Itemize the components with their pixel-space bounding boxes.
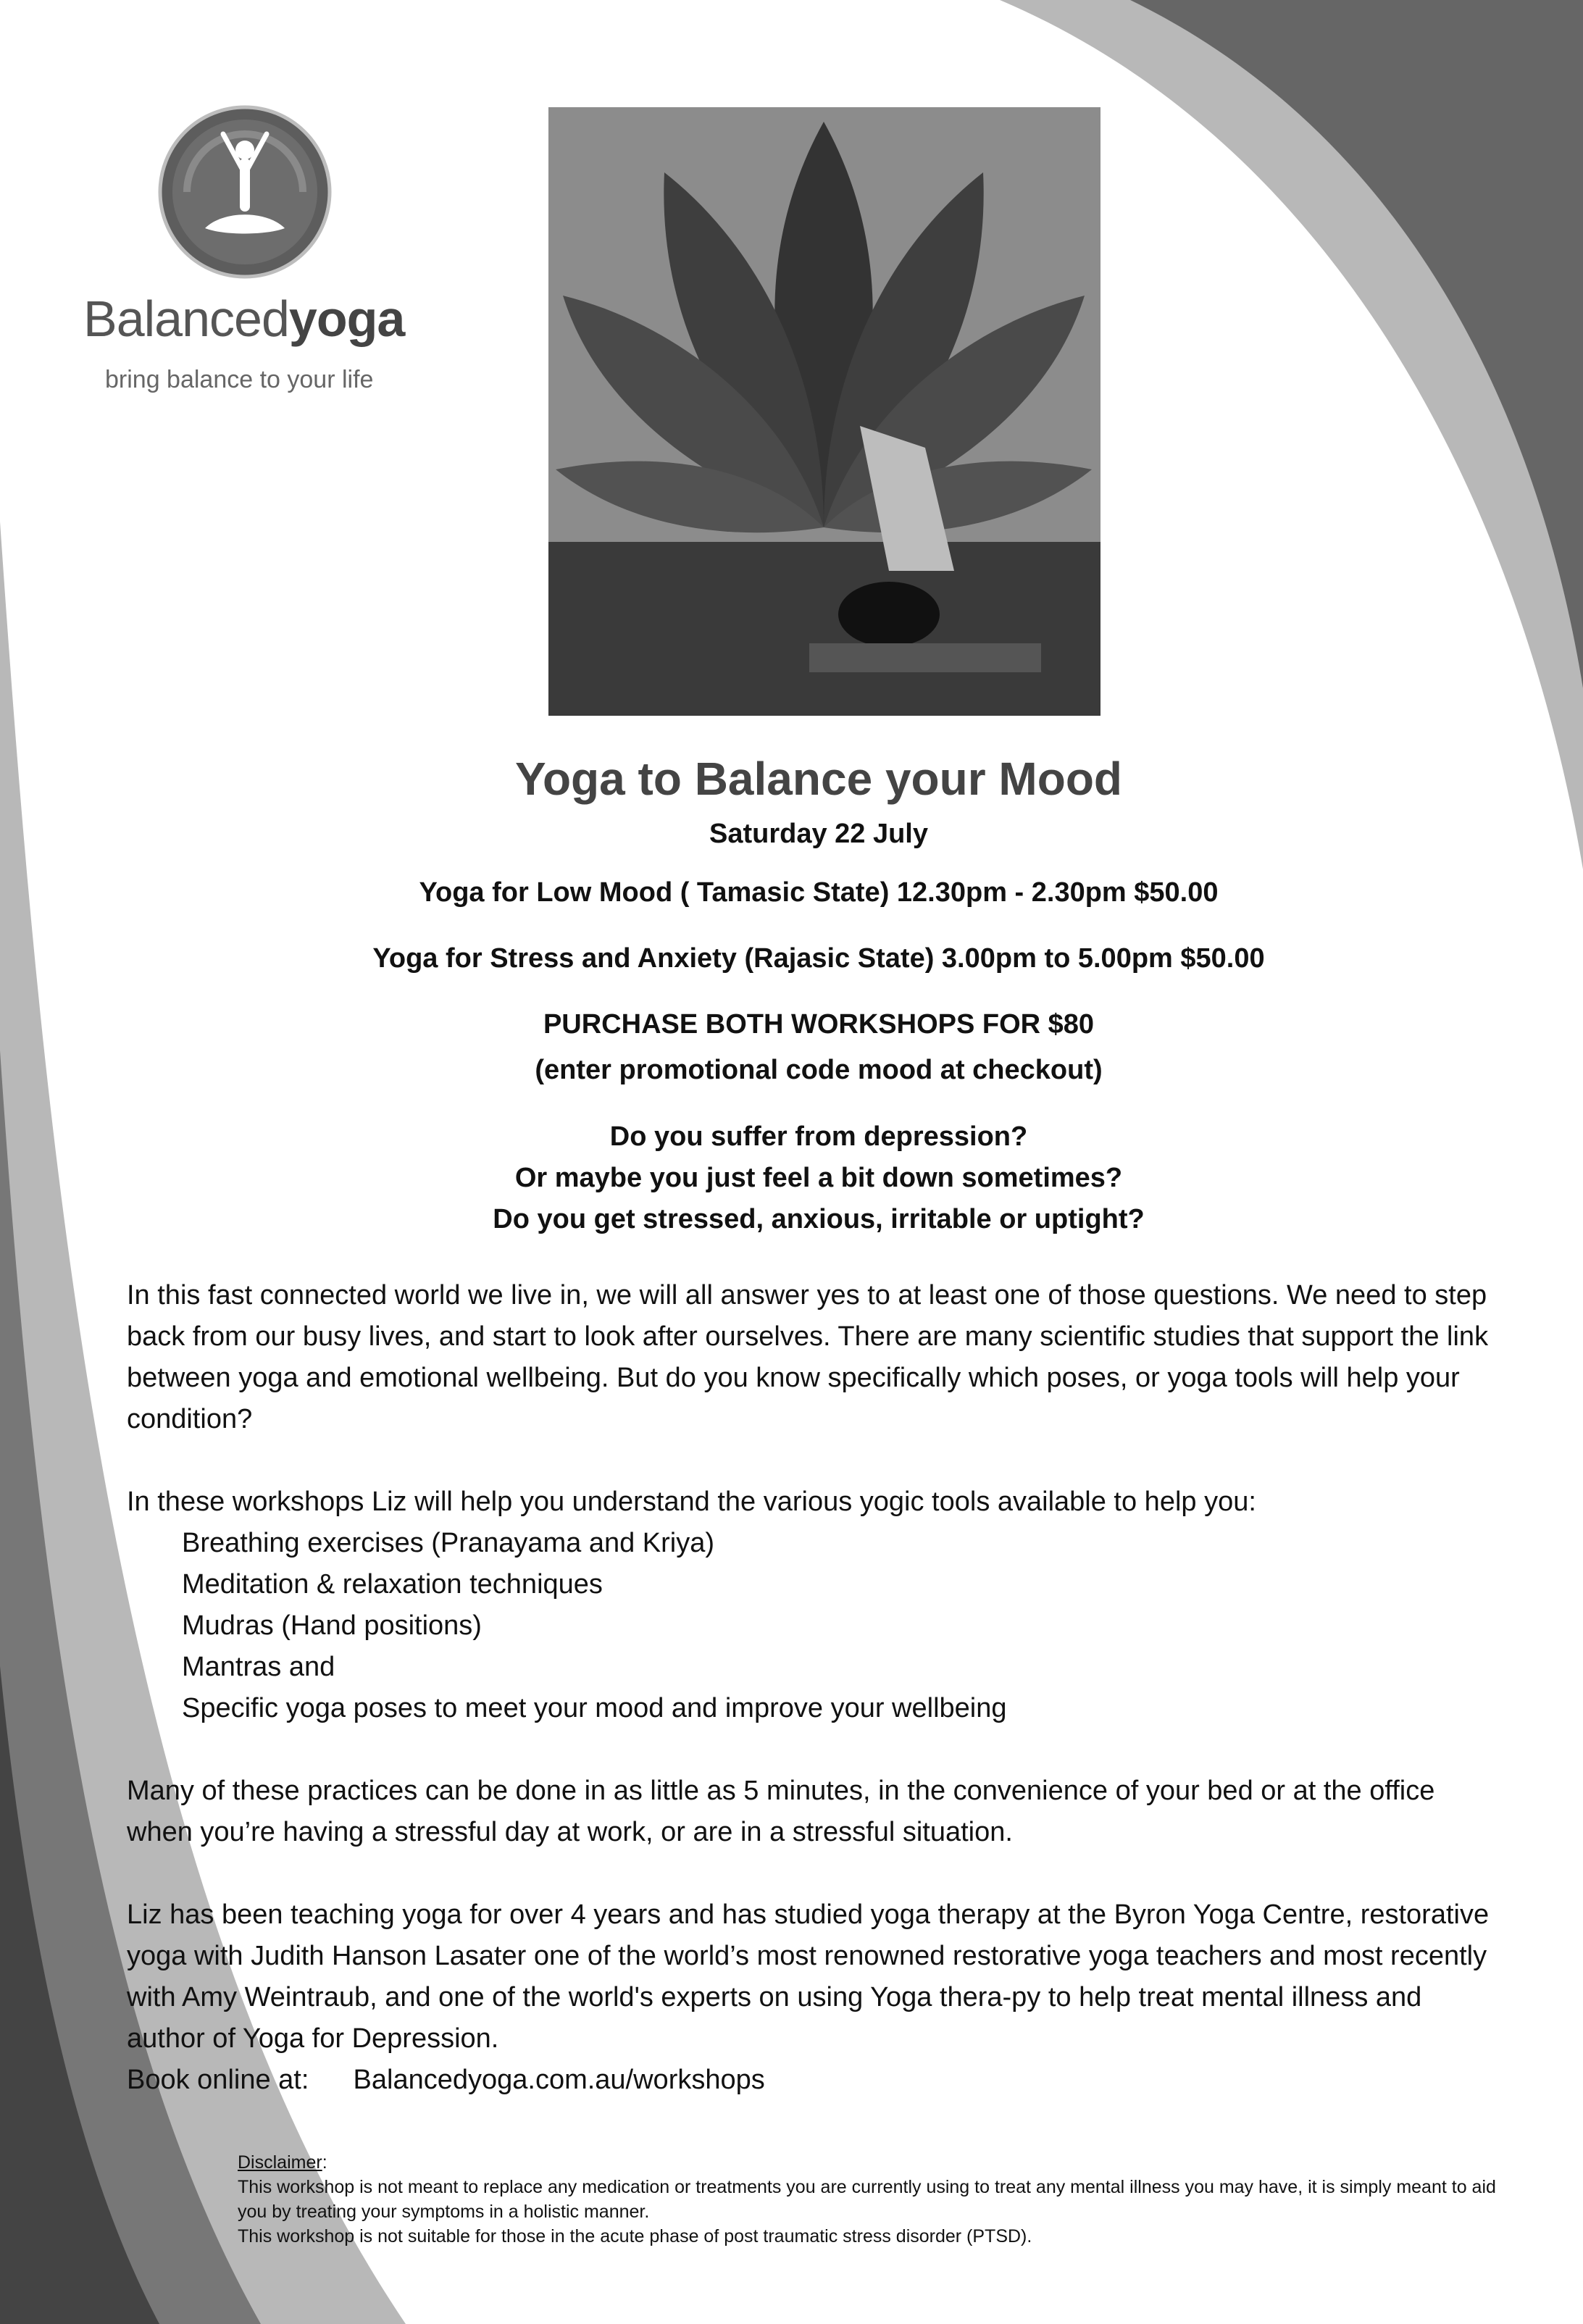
booking-label: Book online at: [127, 2065, 309, 2095]
tools-list [127, 1523, 1503, 1729]
disclaimer-line: This workshop is not meant to replace any medication or treatments you are currently using to treat any mental illness you may have, it is simply meant to aid you by treating your symptoms in a holistic manner. [238, 2177, 1496, 2222]
brand-name-light: Balanced [83, 290, 289, 347]
disclaimer-colon: : [322, 2152, 327, 2173]
brand-logo [83, 105, 417, 409]
list-item: Specific yoga poses to meet your mood and improve your wellbeing [182, 1693, 1007, 1723]
list-item: Mantras and [182, 1652, 335, 1682]
bio-paragraph: Liz has been teaching yoga for over 4 years and has studied yoga therapy at the Byron Yoga Centre, restorative yoga with Judith Hanson Lasater one of the world’s most renowned restorative yoga teachers and most recently with Amy Weintraub, and one of the world's experts on using Yoga thera-py to help treat mental illness and author of Yoga for Depression. [127, 1899, 1490, 2054]
bundle-offer: PURCHASE BOTH WORKSHOPS FOR $80 [543, 1009, 1095, 1040]
list-item: Mudras (Hand positions) [182, 1610, 482, 1641]
intro-paragraph: In this fast connected world we live in, we will all answer yes to at least one of those questions. We need to step back from our busy lives, and start to look after ourselves. There are many scientific studies that support the link between yoga and emotional wellbeing. But do you know specifically which poses, or yoga tools will help your condition? [127, 1280, 1489, 1434]
disclaimer [238, 2150, 1513, 2249]
yoga-pose-photo-icon [548, 107, 1100, 716]
question-line: Or maybe you just feel a bit down sometimes? [514, 1163, 1123, 1193]
page-title: Yoga to Balance your Mood [515, 753, 1122, 805]
question-line: Do you suffer from depression? [609, 1121, 1028, 1152]
question-line: Do you get stressed, anxious, irritable or uptight? [493, 1204, 1145, 1234]
promo-code-note: (enter promotional code mood at checkout) [535, 1055, 1103, 1085]
disclaimer-heading: Disclaimer [238, 2152, 322, 2173]
booking-line [127, 2060, 1503, 2101]
brand-name [83, 290, 404, 348]
disclaimer-line: This workshop is not suitable for those in the acute phase of post traumatic stress disorder (PTSD). [238, 2226, 1032, 2246]
list-item: Meditation & relaxation techniques [182, 1569, 603, 1600]
practice-paragraph: Many of these practices can be done in as little as 5 minutes, in the convenience of your bed or at the office when you’re having a stressful day at work, or are in a stressful situation. [127, 1776, 1435, 1847]
questions-block [127, 1116, 1511, 1240]
yoga-lotus-figure-icon [158, 105, 332, 279]
flyer-content [127, 746, 1503, 2101]
booking-link[interactable]: Balancedyoga.com.au/workshops [353, 2065, 765, 2095]
brand-name-bold: yoga [288, 290, 405, 347]
workshop-low-mood: Yoga for Low Mood ( Tamasic State) 12.30pm - 2.30pm $50.00 [419, 877, 1219, 908]
tools-intro: In these workshops Liz will help you understand the various yogic tools available to help you: [127, 1487, 1256, 1517]
brand-tagline: bring balance to your life [105, 366, 374, 393]
list-item: Breathing exercises (Pranayama and Kriya) [182, 1528, 715, 1558]
workshop-stress-anxiety: Yoga for Stress and Anxiety (Rajasic State) 3.00pm to 5.00pm $50.00 [372, 943, 1265, 974]
yoga-pose-photo [548, 107, 1100, 716]
event-date: Saturday 22 July [709, 819, 929, 849]
